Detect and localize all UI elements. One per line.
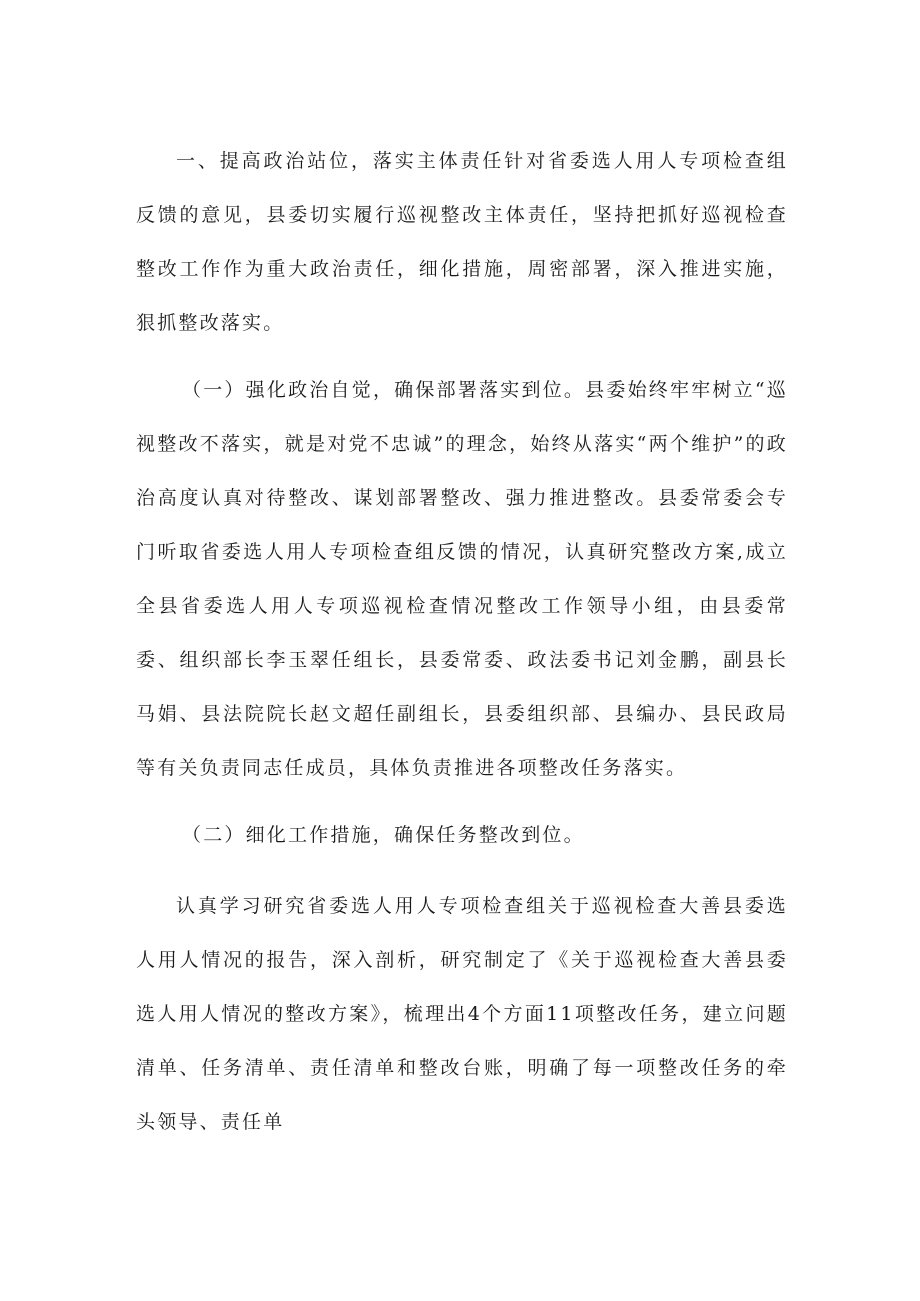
paragraph-rectification-plan: 认真学习研究省委选人用人专项检查组关于巡视检查大善县委选人用人情况的报告，深入剖析，研究制定了《关于巡视检查大善县委选人用人情况的整改方案》，梳理出4个方面11项整改任务，建立问题清单、任务清单、责任清单和整改台账，明确了每一项整改任务的牵头领导、责任单 — [136, 895, 788, 1133]
paragraph-subsection-two-heading: （二）细化工作措施，确保任务整改到位。 — [182, 824, 585, 846]
paragraph-subsection-one: （一）强化政治自觉，确保部署落实到位。县委始终牢牢树立“巡视整改不落实，就是对党不忠诚”的理念，始终从落实“两个维护”的政治高度认真对待整改、谋划部署整改、强力推进整改。县委常委会专门听取省委选人用人专项检查组反馈的情况，认真研究整改方案,成立全县省委选人用人专项巡视检查情况整改工作领导小组，由县委常委、组织部长李玉翠任组长，县委常委、政法委书记刘金鹏，副县长马娟、县法院院长赵文超任副组长，县委组织部、县编办、县民政局等有关负责同志任成员，具体负责推进各项整改任务落实。 — [136, 379, 788, 779]
document-body — [136, 134, 788, 1149]
paragraph-section-one-heading: 一、提高政治站位，落实主体责任针对省委选人用人专项检查组反馈的意见，县委切实履行巡视整改主体责任，坚持把抓好巡视检查整改工作作为重大政治责任，细化措施，周密部署，深入推进实施，狠抓整改落实。 — [136, 150, 788, 334]
